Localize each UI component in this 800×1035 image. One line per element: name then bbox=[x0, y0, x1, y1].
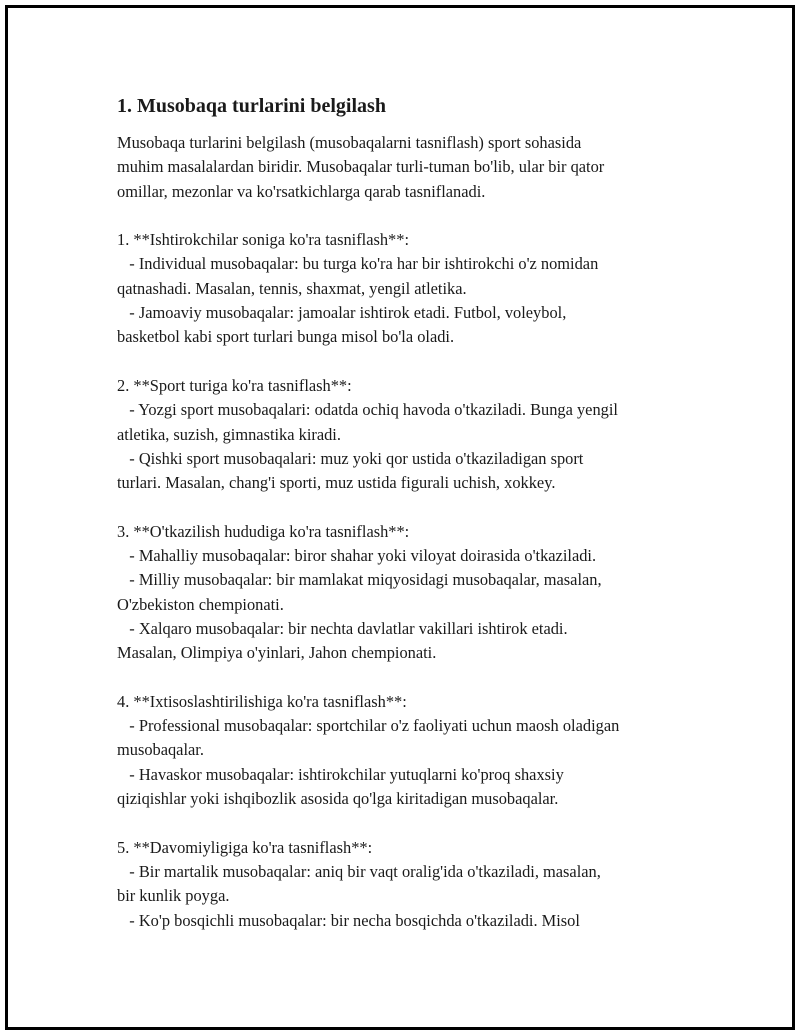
section-line: musobaqalar. bbox=[117, 740, 204, 760]
spacer bbox=[117, 666, 697, 690]
section-line: O'zbekiston chempionati. bbox=[117, 594, 284, 614]
section-line: turlari. Masalan, chang'i sporti, muz ustida figurali uchish, xokkey. bbox=[117, 473, 556, 493]
section-line: - Ko'p bosqichli musobaqalar: bir necha bosqichda o'tkaziladi. Misol bbox=[117, 910, 580, 930]
section-3 bbox=[117, 520, 697, 666]
section-line: qiziqishlar yoki ishqibozlik asosida qo'lga kiritadigan musobaqalar. bbox=[117, 789, 559, 809]
section-line: bir kunlik poyga. bbox=[117, 886, 230, 906]
intro-line: omillar, mezonlar va ko'rsatkichlarga qarab tasniflanadi. bbox=[117, 181, 486, 201]
section-line: - Yozgi sport musobaqalari: odatda ochiq havoda o'tkaziladi. Bunga yengil bbox=[117, 400, 618, 420]
section-title: 4. **Ixtisoslashtirilishiga ko'ra tasniflash**: bbox=[117, 691, 407, 711]
spacer bbox=[117, 350, 697, 374]
section-line: qatnashadi. Masalan, tennis, shaxmat, yengil atletika. bbox=[117, 278, 467, 298]
spacer bbox=[117, 204, 697, 228]
document-body bbox=[117, 92, 697, 933]
section-line: - Havaskor musobaqalar: ishtirokchilar yutuqlarni ko'proq shaxsiy bbox=[117, 764, 564, 784]
spacer bbox=[117, 495, 697, 519]
section-line: - Milliy musobaqalar: bir mamlakat miqyosidagi musobaqalar, masalan, bbox=[117, 570, 602, 590]
section-line: - Qishki sport musobaqalari: muz yoki qor ustida o'tkaziladigan sport bbox=[117, 448, 584, 468]
intro-line: muhim masalalardan biridir. Musobaqalar turli-tuman bo'lib, ular bir qator bbox=[117, 157, 605, 177]
section-line: Masalan, Olimpiya o'yinlari, Jahon chempionati. bbox=[117, 643, 437, 663]
section-line: - Mahalliy musobaqalar: biror shahar yoki viloyat doirasida o'tkaziladi. bbox=[117, 546, 597, 566]
section-2 bbox=[117, 374, 697, 495]
intro-paragraph bbox=[117, 131, 697, 204]
document-heading: 1. Musobaqa turlarini belgilash bbox=[117, 95, 386, 117]
section-line: - Jamoaviy musobaqalar: jamoalar ishtirok etadi. Futbol, voleybol, bbox=[117, 303, 567, 323]
section-line: - Bir martalik musobaqalar: aniq bir vaqt oralig'ida o'tkaziladi, masalan, bbox=[117, 861, 601, 881]
section-line: - Xalqaro musobaqalar: bir nechta davlatlar vakillari ishtirok etadi. bbox=[117, 618, 568, 638]
section-title: 5. **Davomiyligiga ko'ra tasniflash**: bbox=[117, 837, 373, 857]
section-title: 3. **O'tkazilish hududiga ko'ra tasniflash**: bbox=[117, 521, 410, 541]
section-4 bbox=[117, 690, 697, 811]
section-line: - Professional musobaqalar: sportchilar o'z faoliyati uchun maosh oladigan bbox=[117, 716, 620, 736]
section-5 bbox=[117, 836, 697, 933]
section-title: 1. **Ishtirokchilar soniga ko'ra tasniflash**: bbox=[117, 230, 410, 250]
section-title: 2. **Sport turiga ko'ra tasniflash**: bbox=[117, 375, 352, 395]
section-line: - Individual musobaqalar: bu turga ko'ra har bir ishtirokchi o'z nomidan bbox=[117, 254, 599, 274]
intro-line: Musobaqa turlarini belgilash (musobaqalarni tasniflash) sport sohasida bbox=[117, 133, 582, 152]
section-1 bbox=[117, 228, 697, 349]
spacer bbox=[117, 811, 697, 835]
section-line: atletika, suzish, gimnastika kiradi. bbox=[117, 424, 341, 444]
section-line: basketbol kabi sport turlari bunga misol bo'la oladi. bbox=[117, 327, 455, 347]
